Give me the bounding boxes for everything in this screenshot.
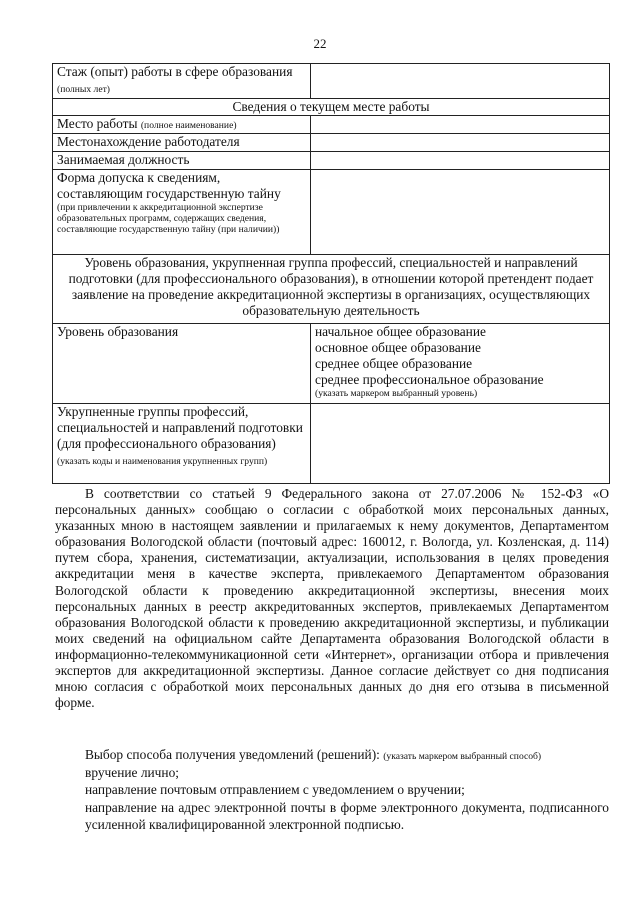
notification-option[interactable]: направление на адрес электронной почты в форме электронного документа, подписанного усиленной квалифицированной электронной подписью. [85, 799, 609, 832]
consent-text: В соответствии со статьей 9 Федерального закона от 27.07.2006 № 152-ФЗ «О персональных данных» сообщаю о согласии с обработкой моих персональных данных, указанных мною в настоящем заявлении и прилагаемых к нему документов, Департаментом образования Вологодской области (почтовый адрес: 160012, г. Вологда, ул. Козленская, д. 114) путем сбора, хранения, систематизации, актуализации, использования в целях проведения аккредитации меня в качестве эксперта, привлекаемого Департаментом образования Вологодской области к проведению аккредитационной экспертизы, внесения моих персональных данных в реестр аккредитованных экспертов, привлекаемых Департаментом образования Вологодской области к проведению аккредитационной экспертизы, и публикации моих сведений на официальном сайте Департамента образования Вологодской области в информационно-телекоммуникационной сети «Интернет», организации отбора и привлечения экспертов для аккредитационной экспертизы. Данное согласие действует со дня подписания мною согласия с обработкой моих персональных данных до дня его отзыва в письменной форме. [55, 486, 609, 711]
groups-note: (указать коды и наименования укрупненных групп) [57, 456, 268, 467]
groups-label-cell [53, 404, 311, 484]
notification-title-line [55, 746, 609, 764]
education-level-note: (указать маркером выбранный уровень) [315, 388, 478, 399]
clearance-value-cell[interactable] [311, 170, 610, 255]
workplace-value-cell[interactable] [311, 116, 610, 134]
page-number: 22 [313, 36, 327, 51]
clearance-label: Форма допуска к сведениям, составляющим государственную тайну [57, 170, 281, 201]
education-level-label: Уровень образования [53, 324, 311, 404]
education-level-options-cell [311, 324, 610, 404]
education-level-option[interactable]: среднее профессиональное образование [315, 372, 544, 387]
experience-value-cell[interactable] [311, 64, 610, 99]
education-level-option[interactable]: основное общее образование [315, 340, 481, 355]
education-level-option[interactable]: среднее общее образование [315, 356, 473, 371]
notification-title-note: (указать маркером выбранный способ) [383, 751, 542, 762]
groups-label: Укрупненные группы профессий, специальностей и направлений подготовки (для профессионального образования) [57, 404, 303, 451]
groups-value-cell[interactable] [311, 404, 610, 484]
employer-location-value-cell[interactable] [311, 134, 610, 152]
employer-location-label: Местонахождение работодателя [53, 134, 311, 152]
notification-choice-block [55, 746, 609, 834]
workplace-note: (полное наименование) [140, 120, 237, 131]
workplace-label-cell [53, 116, 311, 134]
notification-option[interactable]: вручение лично; [85, 764, 180, 780]
applicant-info-table [52, 63, 610, 484]
clearance-note: (при привлечении к аккредитационной экспертизе образовательных программ, содержащих сведения, составляющие государственную тайну (при наличии)) [57, 202, 280, 235]
education-header: Уровень образования, укрупненная группа профессий, специальностей и направлений подготовки (для профессионального образования), в отношении которой претендент подает заявление на проведение аккредитационной экспертизы в организациях, осуществляющих образовательную деятельность [53, 255, 610, 324]
workplace-label: Место работы [57, 116, 138, 131]
experience-label-cell [53, 64, 311, 99]
position-label: Занимаемая должность [53, 152, 311, 170]
education-level-option[interactable]: начальное общее образование [315, 324, 486, 339]
consent-paragraph [55, 486, 609, 711]
clearance-label-cell [53, 170, 311, 255]
notification-option[interactable]: направление почтовым отправлением с уведомлением о вручении; [85, 782, 465, 797]
current-work-header: Сведения о текущем месте работы [53, 99, 610, 116]
position-value-cell[interactable] [311, 152, 610, 170]
notification-title: Выбор способа получения уведомлений (решений): [85, 747, 380, 762]
experience-label: Стаж (опыт) работы в сфере образования [57, 64, 293, 79]
experience-note: (полных лет) [57, 84, 110, 95]
